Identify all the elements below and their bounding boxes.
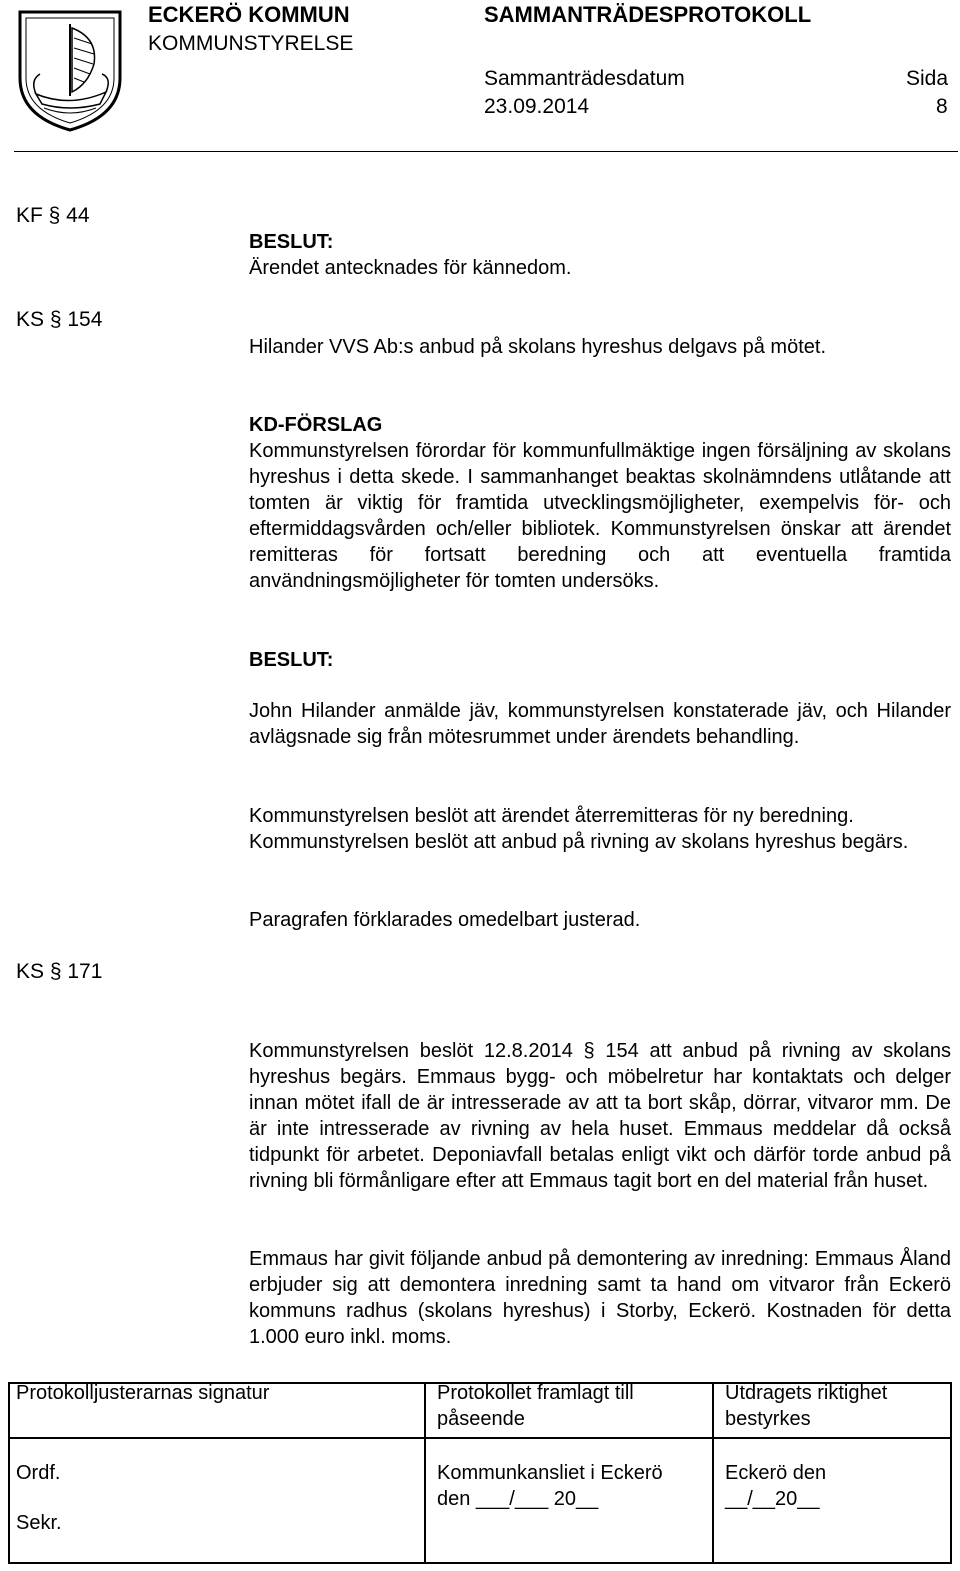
col3-line-2: __/__20__ <box>725 1488 820 1510</box>
disqualification-text: John Hilander anmälde jäv, kommunstyrelsen konstaterade jäv, och Hilander avlägsnade sig från mötesrummet under ärendets behandling. <box>249 700 951 748</box>
header-divider <box>14 151 958 152</box>
decision-2: Kommunstyrelsen beslöt att anbud på rivning av skolans hyreshus begärs. <box>249 831 909 853</box>
proposal-heading: KD-FÖRSLAG <box>249 414 383 436</box>
ref-ks-171: KS § 171 <box>16 960 103 983</box>
section-1-beslut <box>249 229 951 281</box>
section-1-item: Hilander VVS Ab:s anbud på skolans hyreshus delgavs på mötet. <box>249 336 827 358</box>
municipality-name: ECKERÖ KOMMUN <box>148 2 350 27</box>
signature-col3-header: Utdragets riktighet bestyrkes <box>725 1382 888 1430</box>
beslut-2-heading: BESLUT: <box>249 649 334 671</box>
signature-col2-header: Protokollet framlagt till påseende <box>437 1382 634 1430</box>
board-name: KOMMUNSTYRELSE <box>148 32 354 55</box>
municipality-logo <box>14 8 126 132</box>
section-2-para-2: Emmaus har givit följande anbud på demontering av inredning: Emmaus Åland erbjuder sig att demontera inredning samt ta hand om vitvaror från Eckerö kommuns radhus (skolans hyreshus) i Storby, Eckerö. Kostnaden för detta 1.000 euro inkl. moms. <box>249 1248 951 1348</box>
proposal-text: Kommunstyrelsen förordar för kommunfullmäktige ingen försäljning av skolans hyreshus i detta skede. I sammanhanget beaktas skolnämndens utlåtande att tomten är viktig för framtida utvecklingsmöjligheter, exempelvis för- och eftermiddagsvården och/eller bibliotek. Kommunstyrelsen önskar att ärendet remitteras för fortsatt beredning och att eventuella framtida användningsmöjligheter för tomten undersöks. <box>249 440 951 592</box>
page-label: Sida <box>906 67 949 90</box>
col2-line-1: Kommunkansliet i Eckerö <box>437 1462 663 1484</box>
adjusted-text: Paragrafen förklarades omedelbart justerad. <box>249 909 641 931</box>
section-1-proposal <box>249 412 951 594</box>
decisions <box>249 803 951 855</box>
beslut-heading: BESLUT: <box>249 231 334 253</box>
ordf-label: Ordf. <box>16 1462 61 1484</box>
page-number: 8 <box>936 95 948 118</box>
col3-line-1: Eckerö den <box>725 1462 827 1484</box>
signature-table-divider <box>8 1437 952 1439</box>
meeting-date-label: Sammanträdesdatum <box>484 67 685 90</box>
meeting-date-value: 23.09.2014 <box>484 95 590 118</box>
sekr-label: Sekr. <box>16 1512 62 1534</box>
section-2-para-1: Kommunstyrelsen beslöt 12.8.2014 § 154 att anbud på rivning av skolans hyreshus begärs. Emmaus bygg- och möbelretur har kontaktats och delger innan mötet ifall de är intresserade av att ta bort skåp, dörrar, vitvaror mm. De är inte intresserade av rivning av hela huset. Emmaus meddelar då också tidpunkt för arbetet. Deponiavfall betalas enligt vikt och därför torde anbud på rivning bli förmånligare efter att Emmaus tagit bort en del material från huset. <box>249 1040 951 1192</box>
signature-col-divider-1 <box>424 1382 426 1564</box>
beslut-text: Ärendet antecknades för kännedom. <box>249 257 572 279</box>
ref-kf-44: KF § 44 <box>16 204 90 227</box>
signature-col-divider-2 <box>712 1382 714 1564</box>
col2-line-2: den ___/___ 20__ <box>437 1488 599 1510</box>
document-type: SAMMANTRÄDESPROTOKOLL <box>484 2 812 27</box>
ref-ks-154: KS § 154 <box>16 308 103 331</box>
decision-1: Kommunstyrelsen beslöt att ärendet återremitteras för ny beredning. <box>249 805 854 827</box>
signature-col1-header: Protokolljusterarnas signatur <box>16 1382 270 1404</box>
